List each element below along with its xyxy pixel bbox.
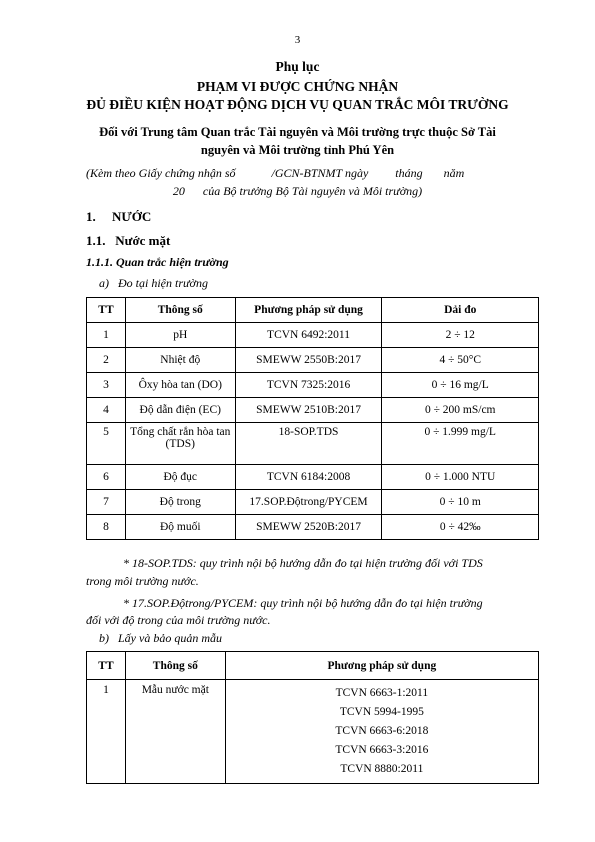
- cell-parameter: Ôxy hòa tan (DO): [125, 373, 235, 398]
- attachment-line1: (Kèm theo Giấy chứng nhận số /GCN-BTNMT ngày tháng năm: [86, 166, 465, 180]
- subsection-a-heading: a) Đo tại hiện trường: [99, 276, 208, 290]
- appendix-title-line2: ĐỦ ĐIỀU KIỆN HOẠT ĐỘNG DỊCH VỤ QUAN TRẮC MÔI TRƯỜNG: [86, 97, 509, 112]
- sampling-table: [86, 651, 539, 784]
- cell-parameter: Nhiệt độ: [125, 348, 235, 373]
- note-2-line2: đối với độ trong của môi trường nước.: [86, 613, 271, 627]
- subject-line1: Đối với Trung tâm Quan trắc Tài nguyên và Môi trường trực thuộc Sở Tài: [99, 125, 496, 139]
- cell-parameter: Mẫu nước mặt: [125, 680, 225, 784]
- cell-methods: [225, 680, 538, 784]
- header-parameter: Thông số: [125, 652, 225, 680]
- table-row: [87, 423, 539, 465]
- table-row: [87, 348, 539, 373]
- table-row: [87, 490, 539, 515]
- attachment-line2: 20 của Bộ trưởng Bộ Tài nguyên và Môi trường): [172, 184, 423, 198]
- method-item: TCVN 6663-1:2011: [335, 687, 429, 699]
- cell-range: 4 ÷ 50°C: [382, 348, 539, 373]
- cell-method: SMEWW 2550B:2017: [235, 348, 382, 373]
- appendix-label: Phụ lục: [275, 59, 320, 74]
- cell-method: 17.SOP.Độtrong/PYCEM: [235, 490, 382, 515]
- method-item: TCVN 8880:2011: [340, 763, 424, 775]
- cell-tt: 6: [87, 465, 126, 490]
- cell-range: 0 ÷ 200 mS/cm: [382, 398, 539, 423]
- header-range: Dải đo: [382, 298, 539, 323]
- subject-line2: nguyên và Môi trường tỉnh Phú Yên: [200, 143, 395, 157]
- subsection-b-heading: b) Lấy và bảo quản mẫu: [99, 631, 222, 645]
- cell-tt: 4: [87, 398, 126, 423]
- cell-method: TCVN 6184:2008: [235, 465, 382, 490]
- header-parameter: Thông số: [125, 298, 235, 323]
- cell-parameter: Độ trong: [125, 490, 235, 515]
- section-1-1-heading: 1.1. Nước mặt: [86, 233, 171, 248]
- cell-parameter: Độ muối: [125, 515, 235, 540]
- table-row: [87, 398, 539, 423]
- cell-parameter: Độ đục: [125, 465, 235, 490]
- cell-range: 0 ÷ 16 mg/L: [382, 373, 539, 398]
- cell-range: 2 ÷ 12: [382, 323, 539, 348]
- cell-tt: 5: [87, 423, 126, 465]
- cell-range: 0 ÷ 10 m: [382, 490, 539, 515]
- section-1-1-1-heading: 1.1.1. Quan trắc hiện trường: [86, 255, 229, 269]
- page-number: 3: [294, 34, 301, 46]
- table-row: [87, 680, 539, 784]
- note-1-line1: * 18-SOP.TDS: quy trình nội bộ hướng dẫn đo tại hiện trường đối với TDS: [123, 556, 483, 570]
- header-tt: TT: [87, 298, 126, 323]
- cell-parameter: Độ dẫn điện (EC): [125, 398, 235, 423]
- header-tt: TT: [87, 652, 126, 680]
- cell-method: 18-SOP.TDS: [235, 423, 382, 465]
- cell-range: 0 ÷ 1.999 mg/L: [382, 423, 539, 465]
- section-1-heading: 1. NƯỚC: [86, 209, 152, 224]
- cell-tt: 7: [87, 490, 126, 515]
- note-2-line1: * 17.SOP.Độtrong/PYCEM: quy trình nội bộ hướng dẫn đo tại hiện trường: [123, 596, 483, 610]
- table-row: [87, 373, 539, 398]
- cell-tt: 8: [87, 515, 126, 540]
- cell-parameter: Tổng chất rắn hòa tan (TDS): [125, 423, 235, 465]
- table-header-row: [87, 298, 539, 323]
- method-item: TCVN 6663-3:2016: [335, 744, 429, 756]
- table-header-row: [87, 652, 539, 680]
- cell-tt: 1: [87, 323, 126, 348]
- cell-method: TCVN 7325:2016: [235, 373, 382, 398]
- cell-tt: 1: [87, 680, 126, 784]
- cell-tt: 3: [87, 373, 126, 398]
- cell-range: 0 ÷ 1.000 NTU: [382, 465, 539, 490]
- method-item: TCVN 6663-6:2018: [335, 725, 429, 737]
- cell-parameter: pH: [125, 323, 235, 348]
- table-row: [87, 323, 539, 348]
- header-method: Phương pháp sử dụng: [225, 652, 538, 680]
- cell-tt: 2: [87, 348, 126, 373]
- table-row: [87, 515, 539, 540]
- appendix-title-line1: PHẠM VI ĐƯỢC CHỨNG NHẬN: [196, 79, 399, 94]
- cell-method: SMEWW 2520B:2017: [235, 515, 382, 540]
- cell-method: SMEWW 2510B:2017: [235, 398, 382, 423]
- note-1-line2: trong môi trường nước.: [86, 574, 199, 588]
- cell-range: 0 ÷ 42‰: [382, 515, 539, 540]
- method-item: TCVN 5994-1995: [339, 706, 424, 718]
- header-method: Phương pháp sử dụng: [235, 298, 382, 323]
- field-measurement-table: [86, 297, 539, 540]
- table-row: [87, 465, 539, 490]
- cell-method: TCVN 6492:2011: [235, 323, 382, 348]
